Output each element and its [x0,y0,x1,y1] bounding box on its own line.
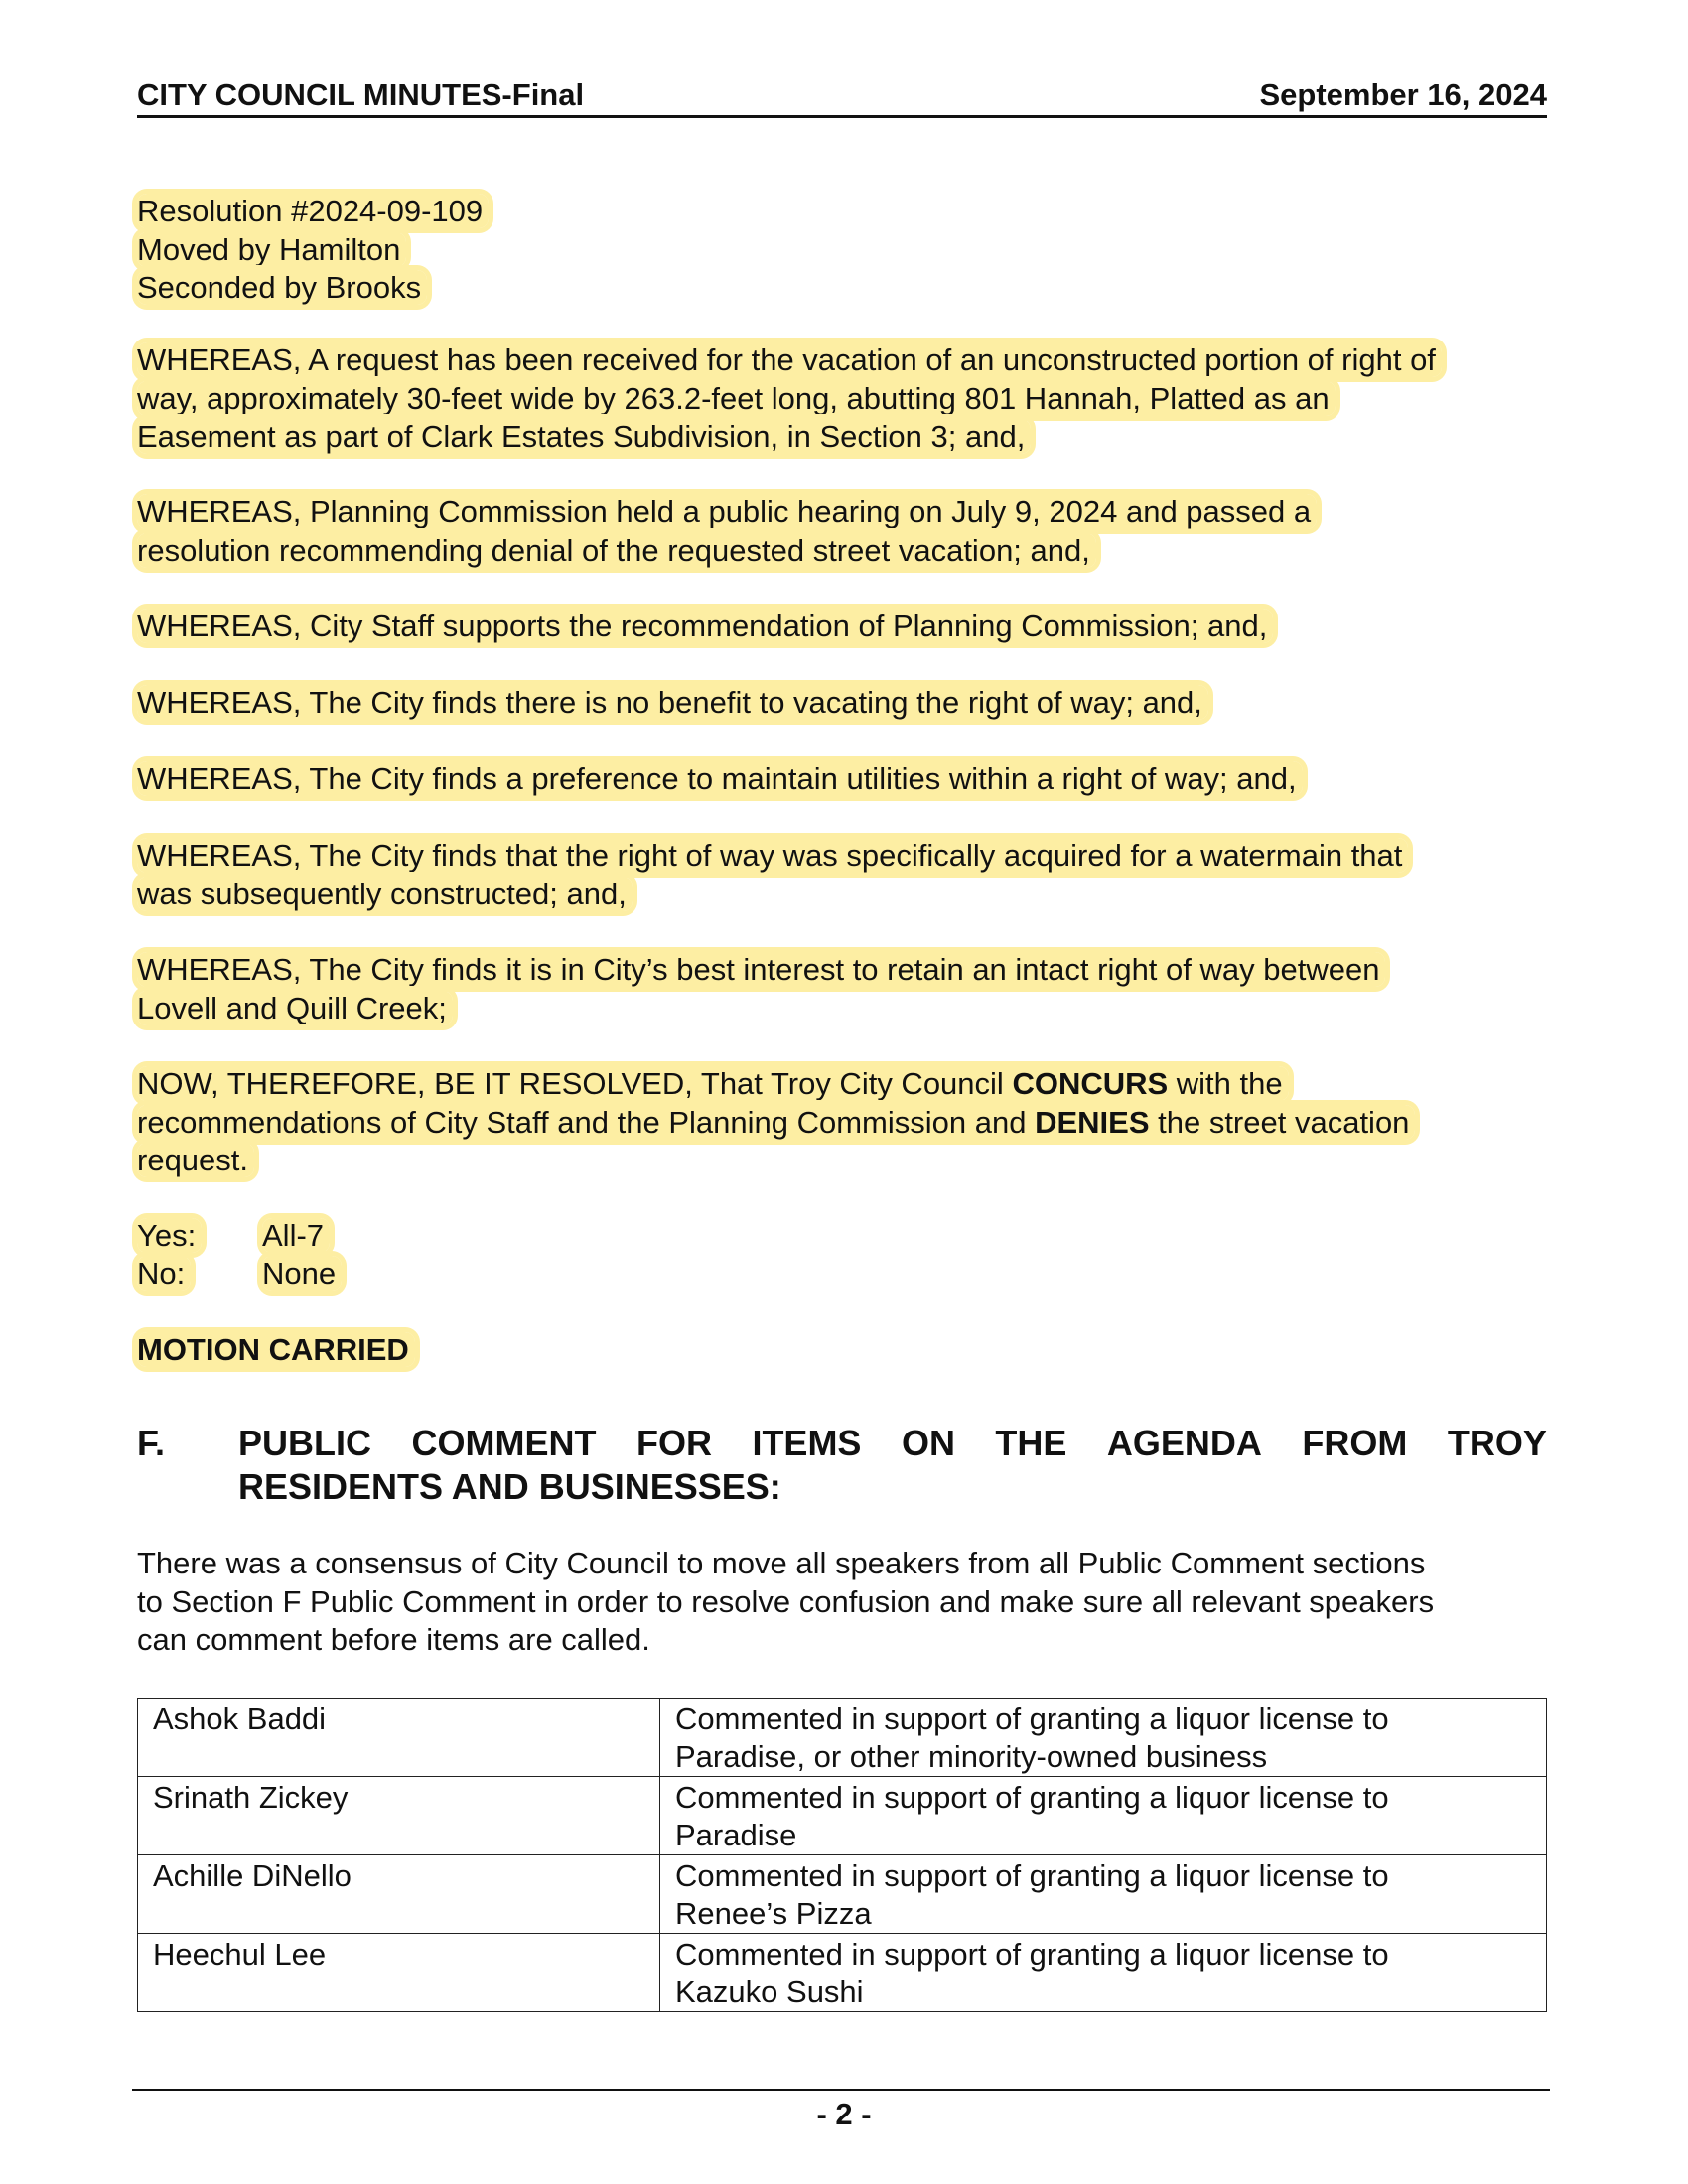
whereas-paragraph: WHEREAS, Planning Commission held a public hearing on July 9, 2024 and passed a resolution recommending denial of the requested street vacation; and, [137,493,1547,570]
table-row [138,1777,1547,1855]
page-header [137,77,1547,118]
motion-result: MOTION CARRIED [137,1331,1547,1370]
whereas-paragraph: WHEREAS, City Staff supports the recommendation of Planning Commission; and, [137,608,1547,646]
no-count: None [262,1256,342,1291]
whereas-paragraph: WHEREAS, The City finds it is in City’s best interest to retain an intact right of way between Lovell and Quill Creek; [137,951,1547,1027]
document-title: CITY COUNCIL MINUTES-Final [137,77,585,112]
whereas-paragraph: WHEREAS, The City finds that the right of way was specifically acquired for a watermain that was subsequently constructed; and, [137,837,1547,913]
resolved-paragraph: NOW, THEREFORE, BE IT RESOLVED, That Troy City Council CONCURS with the recommendations of City Staff and the Planning Commission and DENIES the street vacation request. [137,1065,1547,1180]
concurs-term: CONCURS [1012,1066,1169,1101]
comment-cell: Commented in support of granting a liquor license to Paradise [660,1777,1547,1855]
page-number: - 2 - [816,2097,872,2131]
table-row [138,1855,1547,1934]
whereas-paragraph: WHEREAS, A request has been received for the vacation of an unconstructed portion of right of way, approximately 30-feet wide by 263.2-feet long, abutting 801 Hannah, Platted as an Easement as part of Clark Estates Subdivision, in Section 3; and, [137,341,1547,457]
section-letter: F. [137,1423,166,1463]
yes-label: Yes: [137,1218,202,1253]
table-row [138,1699,1547,1777]
footer-divider [132,2089,1550,2091]
speaker-name: Achille DiNello [138,1855,660,1934]
whereas-paragraph: WHEREAS, The City finds a preference to maintain utilities within a right of way; and, [137,760,1547,799]
comment-cell: Commented in support of granting a liquor license to Renee’s Pizza [660,1855,1547,1934]
whereas-paragraph: WHEREAS, The City finds there is no benefit to vacating the right of way; and, [137,684,1547,723]
comment-cell: Commented in support of granting a liquor license to Kazuko Sushi [660,1934,1547,2012]
resolution-number: Resolution #2024-09-109 [137,194,489,228]
table-row [138,1934,1547,2012]
seconded-by: Seconded by Brooks [137,270,427,305]
resolution-heading [137,193,1547,308]
speaker-name: Srinath Zickey [138,1777,660,1855]
denies-term: DENIES [1035,1104,1150,1140]
consensus-paragraph: There was a consensus of City Council to move all speakers from all Public Comment sections to Section F Public Comment in order to resolve confusion and make sure all relevant speakers can comment before items are called. [137,1546,1435,1657]
yes-count: All-7 [262,1218,330,1253]
speaker-name: Ashok Baddi [138,1699,660,1777]
no-label: No: [137,1256,191,1291]
comment-cell: Commented in support of granting a liquor license to Paradise, or other minority-owned business [660,1699,1547,1777]
section-title: PUBLIC COMMENT FOR ITEMS ON THE AGENDA FROM TROY RESIDENTS AND BUSINESSES: [238,1423,1547,1507]
vote-tally [137,1217,1547,1297]
moved-by: Moved by Hamilton [137,232,406,267]
public-comment-table [137,1698,1547,2012]
meeting-date: September 16, 2024 [1259,77,1547,112]
speaker-name: Heechul Lee [138,1934,660,2012]
